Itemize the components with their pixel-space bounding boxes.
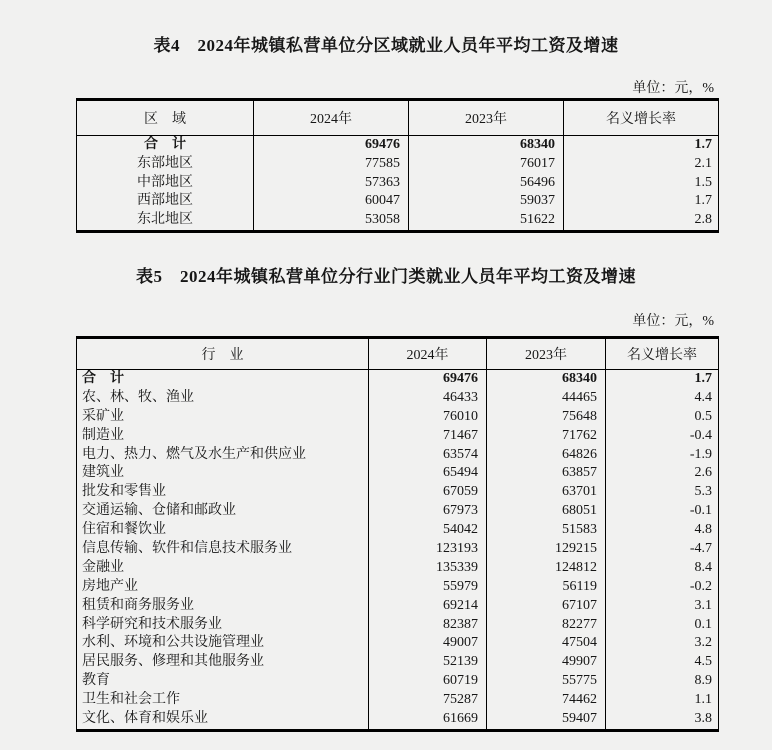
wage-2023-cell: 59037 — [409, 192, 564, 211]
wage-2023-cell: 51622 — [409, 211, 564, 230]
growth-rate-cell: 8.9 — [694, 673, 712, 689]
table5-header-2024: 2024年 — [369, 339, 487, 369]
wage-2024-cell: 69214 — [369, 597, 487, 616]
wage-2024-cell: 46433 — [369, 389, 487, 408]
growth-rate-cell: 4.4 — [694, 389, 712, 405]
wage-2023-cell: 68340 — [409, 136, 564, 155]
region-wage-table — [76, 98, 719, 233]
table-row — [77, 408, 718, 427]
growth-rate-cell: 3.1 — [694, 597, 712, 613]
wage-2023-cell: 49907 — [487, 653, 606, 672]
wage-2024-cell: 71467 — [369, 427, 487, 446]
wage-2024-cell: 53058 — [254, 211, 409, 230]
wage-2023-cell: 71762 — [487, 427, 606, 446]
wage-2024-cell: 61669 — [369, 710, 487, 729]
wage-2024-cell: 67973 — [369, 502, 487, 521]
industry-cell: 住宿和餐饮业 — [77, 521, 369, 540]
wage-2024-cell: 52139 — [369, 653, 487, 672]
wage-2024-cell: 63574 — [369, 446, 487, 465]
table-row — [77, 578, 718, 597]
growth-rate-cell: 1.5 — [694, 174, 712, 190]
table-row — [77, 672, 718, 691]
wage-2024-cell: 135339 — [369, 559, 487, 578]
table-row — [77, 634, 718, 653]
table-row — [77, 710, 718, 729]
table-row — [77, 616, 718, 635]
wage-2024-cell: 69476 — [369, 370, 487, 389]
wage-2023-cell: 44465 — [487, 389, 606, 408]
growth-rate-cell: -4.7 — [689, 541, 712, 557]
growth-rate-cell: -0.1 — [689, 503, 712, 519]
table5-header-2023: 2023年 — [487, 339, 606, 369]
industry-cell: 租赁和商务服务业 — [77, 597, 369, 616]
growth-rate-cell: 4.8 — [694, 522, 712, 538]
wage-2023-cell: 63701 — [487, 483, 606, 502]
industry-cell: 制造业 — [77, 427, 369, 446]
industry-cell: 居民服务、修理和其他服务业 — [77, 653, 369, 672]
table5-header-industry: 行 业 — [77, 339, 369, 369]
wage-2023-cell: 47504 — [487, 634, 606, 653]
growth-rate-cell: 0.1 — [694, 616, 712, 632]
table4-title: 表4 2024年城镇私营单位分区域就业人员年平均工资及增速 — [153, 36, 619, 55]
growth-rate-cell: 1.7 — [694, 137, 712, 152]
industry-cell: 水利、环境和公共设施管理业 — [77, 634, 369, 653]
region-cell: 中部地区 — [77, 174, 254, 193]
wage-2023-cell: 56119 — [487, 578, 606, 597]
wage-2024-cell: 67059 — [369, 483, 487, 502]
growth-rate-cell: -0.2 — [689, 578, 712, 594]
table-row — [77, 597, 718, 616]
wage-2024-cell: 60047 — [254, 192, 409, 211]
growth-rate-cell: 0.5 — [694, 408, 712, 424]
table4-unit-label: 单位：元，% — [632, 81, 714, 96]
table-row — [77, 427, 718, 446]
growth-rate-cell: 2.1 — [694, 155, 712, 171]
industry-cell: 电力、热力、燃气及水生产和供应业 — [77, 446, 369, 465]
wage-2023-cell: 82277 — [487, 616, 606, 635]
table-row — [77, 483, 718, 502]
table4-header-row — [77, 101, 718, 136]
wage-2023-cell: 129215 — [487, 540, 606, 559]
growth-rate-cell: 1.7 — [694, 193, 712, 209]
wage-2024-cell: 60719 — [369, 672, 487, 691]
table5-body — [77, 370, 718, 729]
wage-2024-cell: 49007 — [369, 634, 487, 653]
table4-body — [77, 136, 718, 230]
table-row — [77, 464, 718, 483]
wage-2024-cell: 82387 — [369, 616, 487, 635]
table-row — [77, 446, 718, 465]
industry-cell: 科学研究和技术服务业 — [77, 616, 369, 635]
table-row — [77, 521, 718, 540]
industry-cell: 采矿业 — [77, 408, 369, 427]
industry-cell: 教育 — [77, 672, 369, 691]
wage-2024-cell: 77585 — [254, 155, 409, 174]
table4-header-2023: 2023年 — [409, 101, 564, 135]
table-row — [77, 174, 718, 193]
wage-2023-cell: 55775 — [487, 672, 606, 691]
growth-rate-cell: 3.8 — [694, 711, 712, 727]
table5-header-growth: 名义增长率 — [627, 348, 697, 363]
industry-cell: 卫生和社会工作 — [77, 691, 369, 710]
growth-rate-cell: 4.5 — [694, 654, 712, 670]
industry-cell: 房地产业 — [77, 578, 369, 597]
wage-2023-cell: 75648 — [487, 408, 606, 427]
growth-rate-cell: -0.4 — [689, 427, 712, 443]
growth-rate-cell: -1.9 — [689, 446, 712, 462]
wage-2023-cell: 68051 — [487, 502, 606, 521]
industry-cell: 信息传输、软件和信息技术服务业 — [77, 540, 369, 559]
growth-rate-cell: 1.1 — [694, 692, 712, 708]
industry-cell: 金融业 — [77, 559, 369, 578]
industry-cell: 文化、体育和娱乐业 — [77, 710, 369, 729]
table-row — [77, 136, 718, 155]
table-row — [77, 540, 718, 559]
table-row — [77, 370, 718, 389]
table-row — [77, 502, 718, 521]
wage-2024-cell: 75287 — [369, 691, 487, 710]
region-cell: 西部地区 — [77, 192, 254, 211]
table-row — [77, 691, 718, 710]
wage-2024-cell: 76010 — [369, 408, 487, 427]
table-row — [77, 155, 718, 174]
region-cell: 东北地区 — [77, 211, 254, 230]
table-row — [77, 653, 718, 672]
region-cell: 合 计 — [77, 136, 254, 155]
table5-unit-label: 单位：元，% — [632, 314, 714, 329]
wage-2023-cell: 76017 — [409, 155, 564, 174]
growth-rate-cell: 8.4 — [694, 559, 712, 575]
industry-cell: 合 计 — [77, 370, 369, 389]
wage-2023-cell: 51583 — [487, 521, 606, 540]
growth-rate-cell: 5.3 — [694, 484, 712, 500]
industry-cell: 批发和零售业 — [77, 483, 369, 502]
wage-2023-cell: 59407 — [487, 710, 606, 729]
table5-title: 表5 2024年城镇私营单位分行业门类就业人员年平均工资及增速 — [136, 267, 636, 286]
wage-2024-cell: 54042 — [369, 521, 487, 540]
region-cell: 东部地区 — [77, 155, 254, 174]
wage-2023-cell: 63857 — [487, 464, 606, 483]
wage-2024-cell: 57363 — [254, 174, 409, 193]
industry-wage-table — [76, 336, 719, 732]
industry-cell: 农、林、牧、渔业 — [77, 389, 369, 408]
growth-rate-cell: 1.7 — [694, 371, 712, 386]
table4-header-region: 区 域 — [77, 101, 254, 135]
wage-2023-cell: 68340 — [487, 370, 606, 389]
growth-rate-cell: 2.8 — [694, 212, 712, 228]
industry-cell: 建筑业 — [77, 464, 369, 483]
wage-2023-cell: 56496 — [409, 174, 564, 193]
growth-rate-cell: 3.2 — [694, 635, 712, 651]
wage-2023-cell: 64826 — [487, 446, 606, 465]
wage-2023-cell: 124812 — [487, 559, 606, 578]
table-row — [77, 211, 718, 230]
growth-rate-cell: 2.6 — [694, 465, 712, 481]
wage-2024-cell: 69476 — [254, 136, 409, 155]
table5-header-row — [77, 339, 718, 370]
wage-2023-cell: 67107 — [487, 597, 606, 616]
table-row — [77, 559, 718, 578]
table4-header-growth: 名义增长率 — [606, 112, 676, 127]
table-row — [77, 389, 718, 408]
industry-cell: 交通运输、仓储和邮政业 — [77, 502, 369, 521]
table4-header-2024: 2024年 — [254, 101, 409, 135]
wage-2024-cell: 65494 — [369, 464, 487, 483]
wage-2024-cell: 123193 — [369, 540, 487, 559]
wage-2023-cell: 74462 — [487, 691, 606, 710]
wage-2024-cell: 55979 — [369, 578, 487, 597]
table-row — [77, 192, 718, 211]
